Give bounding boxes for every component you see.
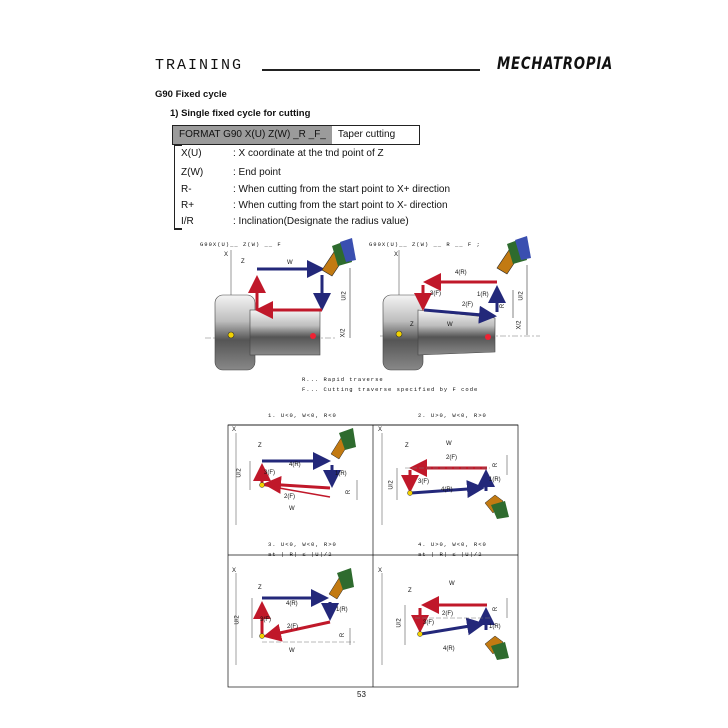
legend-cut: F... Cutting traverse specified by F code (302, 386, 479, 393)
case-4-3f: 3(F) (423, 620, 434, 626)
label-u2: U/2 (518, 291, 525, 301)
label-w: W (447, 322, 453, 328)
cutting-tool-icon (322, 238, 356, 276)
format-mode: Taper cutting (332, 126, 401, 144)
case-1-z: Z (258, 443, 262, 449)
param-key: I/R (181, 216, 194, 227)
case-4-title: 4. U>0, W<0, R<0 (418, 541, 487, 548)
chuck-body (215, 295, 255, 370)
case-1-title: 1. U<0, W<0, R<0 (268, 412, 337, 419)
label-u2: U/2 (341, 291, 348, 301)
workpiece (250, 310, 320, 355)
case-4-w: W (449, 581, 455, 587)
case-3-diagram (236, 568, 355, 665)
case-2-x: X (378, 427, 383, 433)
code-left: G90X(U)__ Z(W) __ F (200, 241, 282, 248)
case-4-r: R (493, 606, 500, 612)
legend-rapid: R... Rapid traverse (302, 376, 384, 383)
case-3-r: R (340, 632, 347, 638)
label-z: Z (241, 259, 245, 265)
label-4r: 4(R) (455, 270, 467, 276)
diagram-taper-cutting (380, 236, 540, 370)
case-3-title: 3. U<0, W<0, R>0 (268, 541, 337, 548)
param-key: X(U) (181, 148, 202, 159)
case-3-z: Z (258, 585, 262, 591)
case-1-1r: 1(R) (335, 471, 347, 477)
case-3-3f: 3(F) (260, 617, 271, 623)
origin-point (228, 332, 234, 338)
subsection-title: 1) Single fixed cycle for cutting (170, 108, 311, 119)
cutting-tool-icon (497, 236, 531, 274)
case-2-u2: U/2 (388, 480, 395, 490)
label-x2: X/2 (516, 320, 523, 330)
label-x2: X/2 (340, 328, 347, 338)
case-2-z: Z (405, 443, 409, 449)
origin-point (396, 331, 402, 337)
case-3-4r: 4(R) (286, 601, 298, 607)
case-2-1r: 1(R) (489, 477, 501, 483)
label-1r: 1(R) (477, 292, 489, 298)
header-title: TRAINING (155, 57, 244, 74)
case-1-2f: 2(F) (284, 494, 295, 500)
format-label: FORMAT G90 X(U) Z(W) _R _F_ (173, 126, 332, 144)
case-2-w: W (446, 441, 452, 447)
case-1-x: X (232, 427, 237, 433)
case-4-1r: 1(R) (489, 624, 501, 630)
label-x: X (394, 252, 399, 258)
case-2-title: 2. U>0, W<0, R>0 (418, 412, 487, 419)
case-4-z: Z (408, 588, 412, 594)
case-1-u2: U/2 (236, 468, 243, 478)
label-z: Z (410, 322, 414, 328)
tapered-workpiece (418, 310, 495, 355)
case-3-2f: 2(F) (287, 624, 298, 630)
end-point (310, 333, 316, 339)
case-1-3f: 3(F) (264, 470, 275, 476)
param-desc: : Inclination(Designate the radius value) (233, 216, 409, 227)
brand-logo: MECHATROPIA (497, 54, 614, 74)
param-desc: : When cutting from the start point to X- direction (233, 200, 448, 211)
param-key: Z(W) (181, 167, 204, 178)
label-3f: 3(F) (430, 291, 441, 297)
case-4-condition: at | R| ≤ |U|/2 (418, 551, 483, 558)
case-1-w: W (289, 506, 295, 512)
case-2-4r: 4(R) (441, 487, 453, 493)
page-number: 53 (357, 690, 366, 699)
case-2-3f: 3(F) (418, 479, 429, 485)
case-4-4r: 4(R) (443, 646, 455, 652)
case-2-r: R (493, 462, 500, 468)
case-1-4r: 4(R) (289, 462, 301, 468)
label-w: W (287, 260, 293, 266)
case-4-2f: 2(F) (442, 611, 453, 617)
param-key: R+ (181, 200, 195, 211)
label-r: R (500, 303, 507, 309)
param-desc: : End point (233, 167, 281, 178)
case-3-u2: U/2 (234, 615, 241, 625)
label-2f: 2(F) (462, 302, 473, 308)
case-1-r: R (346, 489, 353, 495)
label-x: X (224, 252, 229, 258)
case-3-1r: 1(R) (336, 607, 348, 613)
chuck-body (383, 295, 423, 370)
case-4-x: X (378, 568, 383, 574)
case-4-u2: U/2 (396, 618, 403, 628)
case-3-x: X (232, 568, 237, 574)
param-desc: : When cutting from the start point to X+ direction (233, 184, 451, 195)
end-point (485, 334, 491, 340)
param-key: R- (181, 184, 192, 195)
case-3-w: W (289, 648, 295, 654)
case-3-condition: at | R| ≤ |U|/2 (268, 551, 333, 558)
case-2-2f: 2(F) (446, 455, 457, 461)
section-title: G90 Fixed cycle (155, 89, 227, 100)
code-right: G90X(U)__ Z(W) __ R __ F ; (369, 241, 481, 248)
param-desc: : X coordinate at the tnd point of Z (233, 148, 384, 159)
